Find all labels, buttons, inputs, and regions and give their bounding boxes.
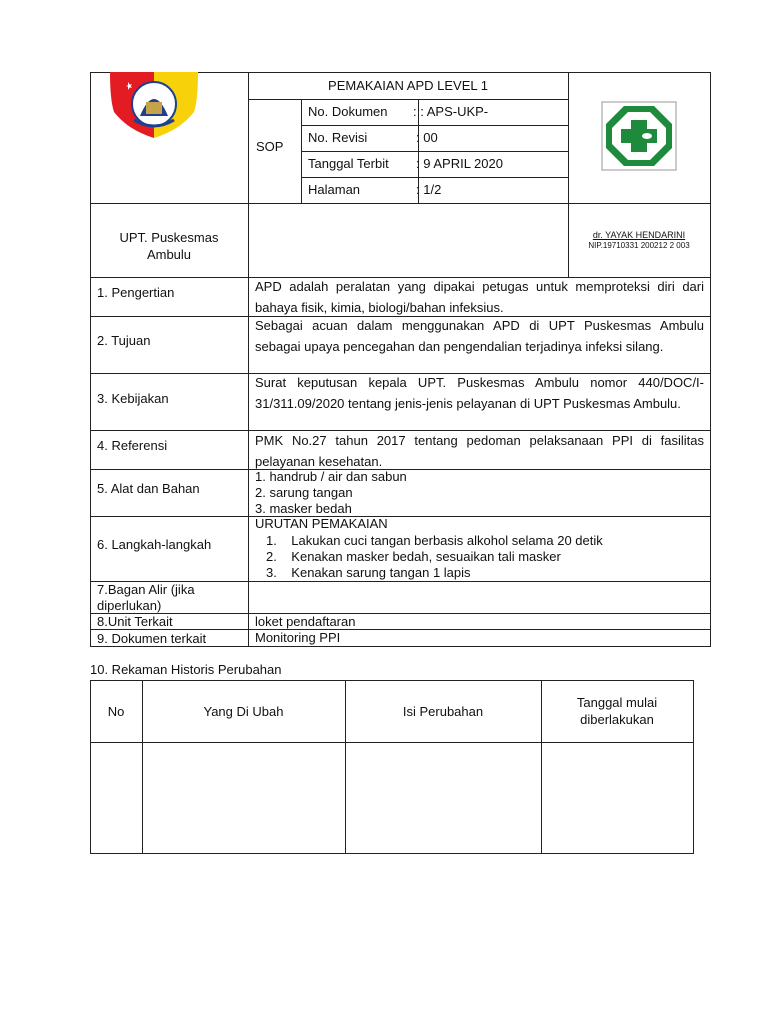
sop-label: SOP — [256, 139, 284, 154]
organization-name: UPT. Puskesmas Ambulu — [119, 230, 219, 262]
alat-item: 1. handrub / air dan sabun — [255, 469, 407, 484]
history-title: 10. Rekaman Historis Perubahan — [90, 662, 282, 677]
revision-value: : 00 — [416, 130, 438, 145]
dokumen-text: Monitoring PPI — [255, 630, 341, 645]
revision-label: No. Revisi — [308, 130, 368, 145]
alat-item: 2. sarung tangan — [255, 485, 353, 500]
history-col-changed: Yang Di Ubah — [203, 704, 284, 719]
row-label-bagan-2: diperlukan) — [97, 598, 162, 613]
history-col-date-line2: diberlakukan — [580, 712, 654, 727]
row-label-tujuan: 2. Tujuan — [97, 333, 151, 348]
row-label-langkah: 6. Langkah-langkah — [97, 537, 212, 552]
row-label-bagan-1: 7.Bagan Alir (jika — [97, 582, 195, 597]
referensi-text: PMK No.27 tahun 2017 tentang pedoman pelaksanaan PPI di fasilitas pelayanan kesehatan. — [255, 433, 704, 469]
doc-number-value: : : APS-UKP- — [413, 104, 489, 119]
page-value: : 1/2 — [416, 182, 442, 197]
row-label-unit: 8.Unit Terkait — [97, 614, 173, 629]
regency-logo — [110, 72, 198, 138]
langkah-item: 3. Kenakan sarung tangan 1 lapis — [266, 565, 471, 580]
signer-name: dr. YAYAK HENDARINI — [592, 230, 686, 240]
row-label-kebijakan: 3. Kebijakan — [97, 391, 169, 406]
puskesmas-logo — [600, 100, 678, 172]
publish-date-value: : 9 APRIL 2020 — [416, 156, 503, 171]
row-label-alat: 5. Alat dan Bahan — [97, 481, 200, 496]
history-col-no: No — [107, 704, 125, 719]
row-label-dokumen: 9. Dokumen terkait — [97, 631, 207, 646]
doc-number-label: No. Dokumen — [308, 104, 388, 119]
history-col-date-line1: Tanggal mulai — [576, 695, 658, 710]
langkah-item: 1. Lakukan cuci tangan berbasis alkohol selama 20 detik — [266, 533, 603, 548]
signer-nip: NIP.19710331 200212 2 003 — [588, 241, 690, 250]
row-label-referensi: 4. Referensi — [97, 438, 168, 453]
langkah-item: 2. Kenakan masker bedah, sesuaikan tali masker — [266, 549, 561, 564]
publish-date-label: Tanggal Terbit — [308, 156, 389, 171]
row-label-pengertian: 1. Pengertian — [97, 285, 175, 300]
tujuan-text: Sebagai acuan dalam menggunakan APD di UPT Puskesmas Ambulu sebagai upaya pencegahan dan pengendalian terjadinya infeksi silang. — [255, 318, 704, 354]
unit-text: loket pendaftaran — [255, 614, 356, 629]
history-col-content: Isi Perubahan — [402, 704, 484, 719]
alat-item: 3. masker bedah — [255, 501, 352, 516]
document-title: PEMAKAIAN APD LEVEL 1 — [328, 78, 488, 93]
page-label: Halaman — [308, 182, 361, 197]
langkah-title: URUTAN PEMAKAIAN — [255, 516, 388, 531]
kebijakan-text: Surat keputusan kepala UPT. Puskesmas Ambulu nomor 440/DOC/I-31/311.09/2020 tentang jenis-jenis pelayanan di UPT Puskesmas Ambulu. — [255, 375, 704, 411]
pengertian-text: APD adalah peralatan yang dipakai petugas untuk memproteksi diri dari bahaya fisik, kimia, biologi/bahan infeksius. — [255, 279, 704, 315]
